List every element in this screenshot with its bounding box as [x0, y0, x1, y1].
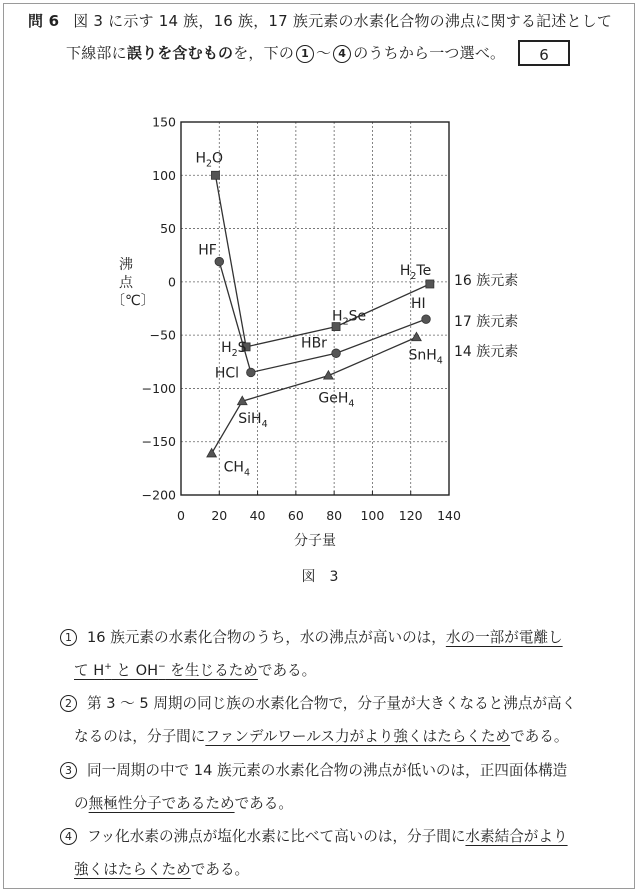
question-number: 問 6 — [28, 12, 60, 30]
option-1-number: 1 — [60, 629, 77, 646]
option-2-text-2a: なるのは，分子間に — [74, 728, 206, 745]
option-2-tail: である。 — [510, 728, 569, 745]
option-1-sup-plus: + — [104, 662, 112, 673]
y-tick-label: −150 — [141, 434, 176, 450]
option-4-tail: である。 — [190, 861, 250, 878]
x-tick-label: 60 — [287, 508, 304, 523]
x-tick-label: 80 — [326, 508, 343, 523]
series-label: 17 族元素 — [454, 314, 519, 330]
option-3-number: 3 — [60, 762, 77, 779]
x-tick-label: 140 — [437, 508, 461, 523]
option-4-text: フッ化水素の沸点が塩化水素に比べて高いのは，分子間に — [87, 828, 466, 845]
point-label: $H_2Se$ — [332, 308, 367, 328]
circle-number-last: 4 — [333, 45, 351, 63]
option-3-text-2a: の — [74, 795, 89, 812]
option-3-text: 同一周期の中で 14 族元素の水素化合物の沸点が低いのは，正四面体構造 — [87, 762, 568, 779]
option-2-underline: ファンデルワールス力がより強くはたらくため — [205, 728, 511, 745]
option-1-line-2 — [74, 659, 316, 680]
option-3-underline: 無極性分子であるため — [88, 795, 235, 812]
triangle-marker — [412, 332, 422, 341]
series-labels — [454, 273, 518, 360]
option-1-u-mid: と OH — [111, 662, 159, 679]
option-4-line-1 — [60, 828, 568, 845]
y-axis-label-2: 点 — [119, 275, 133, 291]
x-tick-label: 100 — [360, 508, 385, 523]
option-2-number: 2 — [60, 695, 77, 712]
point-label: SiH$_4$ — [238, 411, 268, 431]
question-text-2a: 下線部に — [66, 44, 127, 62]
series-label: 14 族元素 — [454, 344, 519, 360]
square-marker — [211, 171, 219, 179]
option-3-tail: である。 — [234, 795, 293, 812]
point-label: GeH$_4$ — [318, 390, 355, 410]
question-text-2b: を，下の — [233, 44, 295, 62]
option-1-underline-2 — [74, 662, 258, 679]
y-axis-label-1: 沸 — [119, 257, 133, 273]
point-label: HI — [411, 296, 426, 313]
x-tick-label: 0 — [177, 508, 185, 523]
x-tick-label: 40 — [249, 508, 266, 523]
option-1-sup-minus: − — [158, 662, 166, 673]
point-label: HCl — [214, 365, 240, 382]
option-1-u-post: を生じるため — [165, 662, 258, 679]
point-label: SnH$_4$ — [408, 347, 443, 367]
point-label: $H_2S$ — [221, 339, 247, 359]
point-label: HF — [198, 242, 217, 259]
answer-box[interactable]: 6 — [518, 40, 570, 66]
question-emphasis: 誤りを含むもの — [126, 44, 234, 62]
triangle-marker — [324, 371, 334, 380]
option-1-u-pre: て H — [74, 662, 105, 679]
x-axis-label: 分子量 — [294, 533, 336, 549]
option-4-underline-1: 水素結合がより — [465, 828, 568, 845]
point-label: $H_2O$ — [195, 150, 224, 170]
y-tick-label: 150 — [152, 114, 176, 130]
option-4-underline-2: 強くはたらくため — [74, 861, 191, 878]
question-text-1: 図 3 に示す 14 族，16 族，17 族元素の水素化合物の沸点に関する記述として — [73, 12, 613, 30]
x-tick-label: 120 — [398, 508, 423, 523]
option-3-line-2 — [74, 792, 293, 813]
triangle-marker — [207, 448, 217, 457]
axis-ticks — [142, 115, 461, 524]
option-2-line-1 — [60, 695, 576, 712]
point-label: $CH_4$ — [223, 459, 250, 479]
point-labels — [195, 150, 442, 478]
y-tick-label: 100 — [152, 167, 176, 183]
option-1-underline-1: 水の一部が電離し — [445, 629, 563, 646]
y-tick-label: 0 — [168, 274, 176, 290]
y-tick-label: −50 — [149, 327, 176, 343]
option-1-text: 16 族元素の水素化合物のうち，水の沸点が高いのは， — [87, 629, 446, 646]
figure-caption: 図 3 — [301, 569, 339, 585]
chart-grid — [181, 122, 449, 495]
option-4-number: 4 — [60, 828, 77, 845]
series-label: 16 族元素 — [454, 273, 519, 289]
option-3-line-1 — [60, 762, 567, 779]
option-2-text: 第 3 ～ 5 周期の同じ族の水素化合物で，分子量が大きくなると沸点が高く — [87, 695, 577, 712]
circle-number-first: 1 — [296, 45, 314, 63]
option-1-tail: である。 — [257, 662, 317, 679]
option-2-line-2 — [74, 725, 568, 746]
circle-marker — [332, 349, 341, 358]
square-marker — [426, 280, 434, 288]
y-tick-label: 50 — [160, 221, 176, 237]
question-text-2c: のうちから一つ選べ。 — [353, 44, 506, 62]
series-line-1 — [219, 262, 426, 373]
point-label: HBr — [301, 335, 327, 352]
series-line-0 — [215, 175, 432, 347]
y-axis-unit: 〔℃〕 — [111, 293, 155, 309]
y-tick-label: −100 — [141, 380, 176, 396]
option-4-line-2 — [74, 858, 249, 879]
circle-marker — [247, 368, 256, 377]
circle-marker — [422, 315, 431, 324]
plot-frame — [181, 122, 449, 495]
option-1-line-1 — [60, 629, 563, 646]
question-tilde: ～ — [316, 44, 332, 62]
x-tick-label: 20 — [211, 508, 228, 523]
y-tick-label: −200 — [141, 487, 176, 503]
point-label: $H_2Te$ — [399, 262, 432, 282]
